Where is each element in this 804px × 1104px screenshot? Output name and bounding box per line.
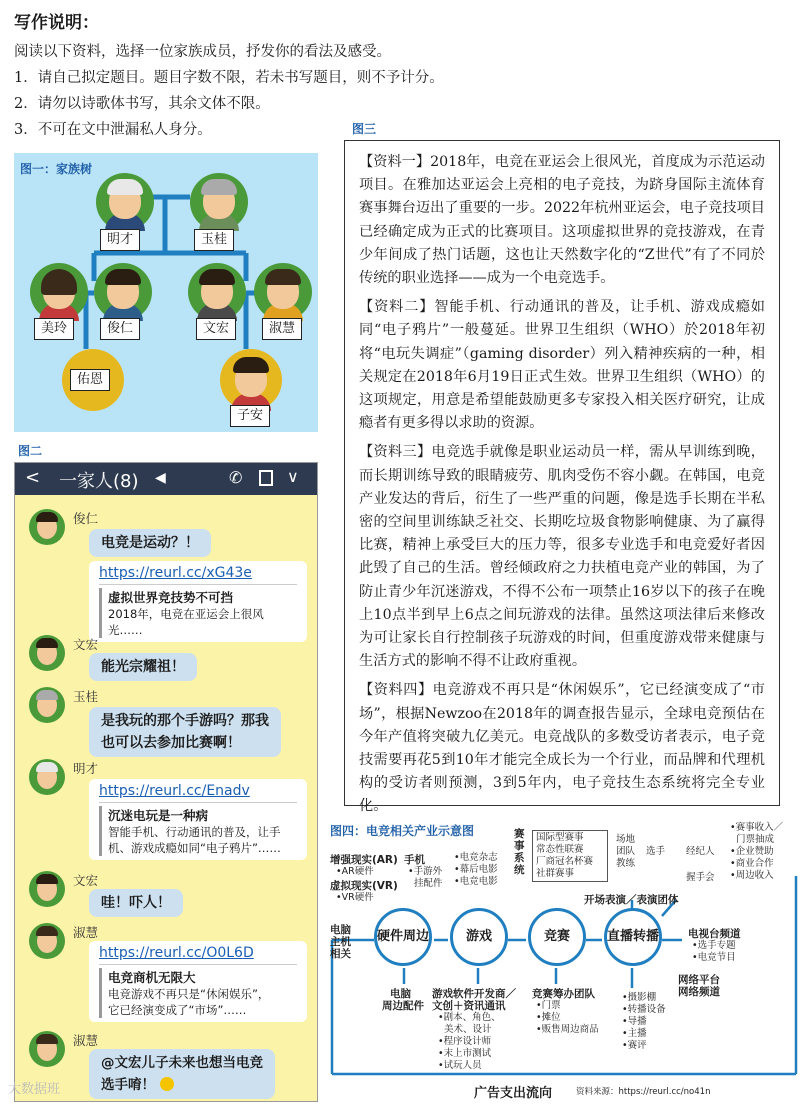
watermark: 大数据班 <box>8 1082 61 1097</box>
link-desc: 2018年，电竞在亚运会上很风光…… <box>99 606 297 638</box>
vr-title: 虚拟现实(VR) <box>330 880 398 892</box>
tv-label: 电视台频道 <box>688 928 741 940</box>
link-desc: 它已经演变成了“市场”…… <box>99 1002 297 1018</box>
crew-item: •转播设备 <box>622 1004 666 1015</box>
link-desc: 机、游戏成瘾如同“电子鸦片”…… <box>99 840 297 856</box>
venue-item: 场地 <box>616 834 636 845</box>
tv-item: •选手专题 <box>692 940 736 951</box>
phone-sub: 挂配件 <box>414 878 443 889</box>
menu-icon[interactable] <box>259 470 273 486</box>
message-bubble <box>89 1049 275 1099</box>
media-item: •幕后电影 <box>454 864 498 875</box>
media-item: •电竞电影 <box>454 876 498 887</box>
fanmeet-label: 握手会 <box>686 872 715 883</box>
link-card[interactable] <box>89 941 307 1022</box>
sender-name: 俊仁 <box>73 511 99 526</box>
avatar <box>29 923 65 959</box>
vr-sub: •VR硬件 <box>336 892 374 903</box>
tv-item: •电竞节目 <box>692 952 736 963</box>
link-url[interactable]: https://reurl.cc/Enadv <box>99 783 250 799</box>
message-bubble: 能光宗耀祖！ <box>89 653 197 681</box>
avatar-junren <box>94 263 152 321</box>
industry-diagram <box>326 816 804 1104</box>
sender-name: 文宏 <box>73 873 99 888</box>
heading: 写作说明： <box>14 13 99 33</box>
income-item: •商业合作 <box>730 858 774 869</box>
node-competition: 竞赛 <box>528 908 586 966</box>
org-item: •摊位 <box>536 1012 561 1023</box>
ad-flow-label: 广告支出流向 <box>474 1086 553 1101</box>
link-title: 电竞商机无限大 <box>99 968 297 986</box>
avatar-meiling <box>30 263 88 321</box>
member-name: 佑恩 <box>70 369 110 391</box>
material-2: 【资料二】智能手机、行动通讯的普及，让手机、游戏成瘾如同“电子鸦片”一般蔓延。世界卫生组织（WHO）於2018年初将“电玩失调症”（gaming disorder）列入精神疾病的一种，相关规定在2018年6月19日正式生效。世界卫生组织（WHO）的这项规定，用意是希望能鼓励更多专家投入相关医疗研究，让成瘾者有更多得以求助的资源。 <box>359 299 765 432</box>
phone-sub: •手游外 <box>408 866 443 877</box>
event-item: 国际型赛事 <box>536 832 584 843</box>
message-bubble <box>89 707 281 757</box>
intro-text: 阅读以下资料，选择一位家族成员，抒发你的看法及感受。 <box>14 44 391 60</box>
venue-item: 教练 <box>616 858 636 869</box>
income-item: •赛事收入／ <box>730 822 784 833</box>
event-item: 常态性联赛 <box>536 844 584 855</box>
agent-label: 经纪人 <box>686 846 715 857</box>
ar-sub: •AR硬件 <box>336 866 374 877</box>
group-name: 一家人(8) <box>59 471 139 492</box>
member-name: 明才 <box>100 229 140 251</box>
dev-item: •程序设计师 <box>438 1036 492 1047</box>
link-title: 沉迷电玩是一种病 <box>99 806 297 824</box>
message-bubble: 哇！吓人！ <box>89 889 183 917</box>
avatar <box>29 687 65 723</box>
dev-title: 游戏软件开发商／ <box>432 988 516 1000</box>
smile-icon <box>160 1077 174 1091</box>
link-url[interactable]: https://reurl.cc/O0L6D <box>99 945 254 961</box>
pc-label: 电脑主机相关 <box>330 924 351 960</box>
member-name: 文宏 <box>196 318 236 340</box>
media-item: •电竞杂志 <box>454 852 498 863</box>
phone-icon[interactable]: ✆ <box>229 468 243 487</box>
crew-item: •导播 <box>622 1016 647 1027</box>
member-name: 子安 <box>230 405 270 427</box>
crew-item: •摄影棚 <box>622 992 657 1003</box>
ar-title: 增强现实(AR) <box>330 854 398 866</box>
link-desc: 电竞游戏不再只是“休闲娱乐”， <box>99 986 297 1002</box>
pc-parts: 电脑 <box>390 988 411 1000</box>
org-item: •门票 <box>536 1000 561 1011</box>
sender-name: 明才 <box>73 761 99 776</box>
family-tree <box>14 153 318 432</box>
org-title: 竞赛筹办团队 <box>532 988 595 1000</box>
crew-item: •赛评 <box>622 1040 647 1051</box>
avatar <box>29 759 65 795</box>
link-title: 虚拟世界竞技势不可挡 <box>99 588 297 606</box>
chat-header <box>15 463 317 495</box>
avatar-zian <box>220 349 282 411</box>
rule-1: 1．请自己拟定题目。题目字数不限，若未书写题目，则不予计分。 <box>14 70 444 86</box>
materials-box <box>344 140 780 815</box>
bubble-line-text: 选手唷！ <box>101 1077 155 1093</box>
venue-item: 团队 <box>616 846 636 857</box>
dev-item: •末上市测试 <box>438 1048 492 1059</box>
dev-item: 美术、设计 <box>444 1024 492 1035</box>
avatar <box>29 635 65 671</box>
sender-name: 玉桂 <box>73 689 99 704</box>
member-name: 玉桂 <box>194 229 234 251</box>
avatar-yugui <box>190 173 248 231</box>
show-label: 开场表演／表演团体 <box>584 894 679 906</box>
bubble-line: 也可以去参加比赛啊！ <box>101 735 241 751</box>
event-item: 厂商冠名杯赛 <box>536 856 594 867</box>
link-desc: 智能手机、行动通讯的普及，让手 <box>99 824 297 840</box>
bubble-line: @文宏儿子未来也想当电竞 <box>101 1055 263 1071</box>
crew-item: •主播 <box>622 1028 647 1039</box>
income-item: •企业赞助 <box>730 846 774 857</box>
chevron-down-icon[interactable]: ∨ <box>287 467 299 486</box>
dev-item: •剧本、角色、 <box>438 1012 501 1023</box>
fig2-label: 图二 <box>18 444 43 458</box>
avatar-mingcai <box>96 173 154 231</box>
org-item: •贩售周边商品 <box>536 1024 599 1035</box>
bubble-line: 是我玩的那个手游吗？那我 <box>101 713 269 729</box>
net-label: 网络频道 <box>678 986 720 998</box>
net-label: 网络平台 <box>678 974 720 986</box>
message-bubble: 电竞是运动？！ <box>89 529 211 557</box>
dev-item: •试玩人员 <box>438 1060 482 1071</box>
material-3: 【资料三】电竞选手就像是职业运动员一样，需从早训练到晚，而长期训练导致的眼睛疲劳、肌肉受伤不容小觑。在韩国，电竞产业发达的背后，衍生了一些严重的问题，像是选手长期在半私密的空间里训练缺乏社交、长期吃垃圾食物影响健康、为了赢得比赛，精神上承受巨大的压力等，很多专业选手和电竞爱好者因此毁了自己的生活。曾经倾政府之力扶植电竞产业的韩国，为了防止青少年沉迷游戏，不得不公布一项禁止16岁以下的孩子在晚上10点半到早上6点之间玩游戏的法律。虽然这项法律后来修改为可让家长自行控制孩子玩游戏的时间，但重度游戏带来健康与生活方式的影响不得不让政府重视。 <box>359 444 765 670</box>
node-game: 游戏 <box>450 908 508 966</box>
bubble-line <box>101 1074 263 1096</box>
pc-parts: 周边配件 <box>382 1000 424 1012</box>
sender-name: 淑慧 <box>73 1033 99 1048</box>
avatar-shuhui <box>254 263 312 321</box>
member-name: 俊仁 <box>100 318 140 340</box>
phone-title: 手机 <box>404 854 425 866</box>
dev-title: 文创＋资讯通讯 <box>432 1000 506 1012</box>
avatar-wenhong <box>188 263 246 321</box>
player-label: 选手 <box>646 846 666 857</box>
fig3-label: 图三 <box>352 122 377 136</box>
sender-name: 文宏 <box>73 637 99 652</box>
link-card[interactable] <box>89 561 307 642</box>
income-item: 门票抽成 <box>736 834 775 845</box>
avatar <box>29 871 65 907</box>
member-name: 美玲 <box>34 318 74 340</box>
income-item: •周边收入 <box>730 870 774 881</box>
mute-icon[interactable]: ◀ <box>155 470 166 486</box>
event-system-label: 赛事系统 <box>514 828 525 876</box>
event-item: 社群赛事 <box>536 868 575 879</box>
back-button[interactable]: < <box>25 467 41 488</box>
material-4: 【资料四】电竞游戏不再只是“休闲娱乐”，它已经演变成了“市场”，根据Newzoo在2018年的调查报告显示，全球电竞预估在今年产值将突破九亿美元。电竞战队的多数受访者表示，电子竞技需要再花5到10年才能完全成长为一个行业，而品牌和代理机构的受访者则预测，3到5年内，电子竞技生态系统将完全专业化。 <box>359 682 765 815</box>
source-label: 资料来源：https://reurl.cc/no41n <box>576 1087 711 1097</box>
material-1: 【资料一】2018年，电竞在亚运会上很风光，首度成为示范运动项目。在雅加达亚运会上亮相的电子竞技，为跻身国际主流体育赛事舞台迈出了重要的一步。2022年杭州亚运会，电子竞技项目已经确定成为正式的比赛项目。这项虚拟世界的竞技游戏，在青少年间成了热门话题，这也让天然数字化的“Z世代”有了不同於传统的职业选择——成为一个电竞选手。 <box>359 154 765 287</box>
node-livestream: 直播转播 <box>604 908 662 966</box>
fig4-label: 图四：电竞相关产业示意图 <box>330 824 475 838</box>
rule-3: 3．不可在文中泄漏私人身分。 <box>14 122 212 138</box>
member-name: 淑慧 <box>262 318 302 340</box>
sender-name: 淑慧 <box>73 925 99 940</box>
avatar <box>29 1031 65 1067</box>
avatar <box>29 509 65 545</box>
node-hardware: 硬件周边 <box>374 908 432 966</box>
chat-window <box>14 462 318 1102</box>
fig1-label: 图一：家族树 <box>20 162 93 176</box>
link-card[interactable] <box>89 779 307 860</box>
link-url[interactable]: https://reurl.cc/xG43e <box>99 565 252 581</box>
rule-2: 2．请勿以诗歌体书写，其余文体不限。 <box>14 96 270 112</box>
